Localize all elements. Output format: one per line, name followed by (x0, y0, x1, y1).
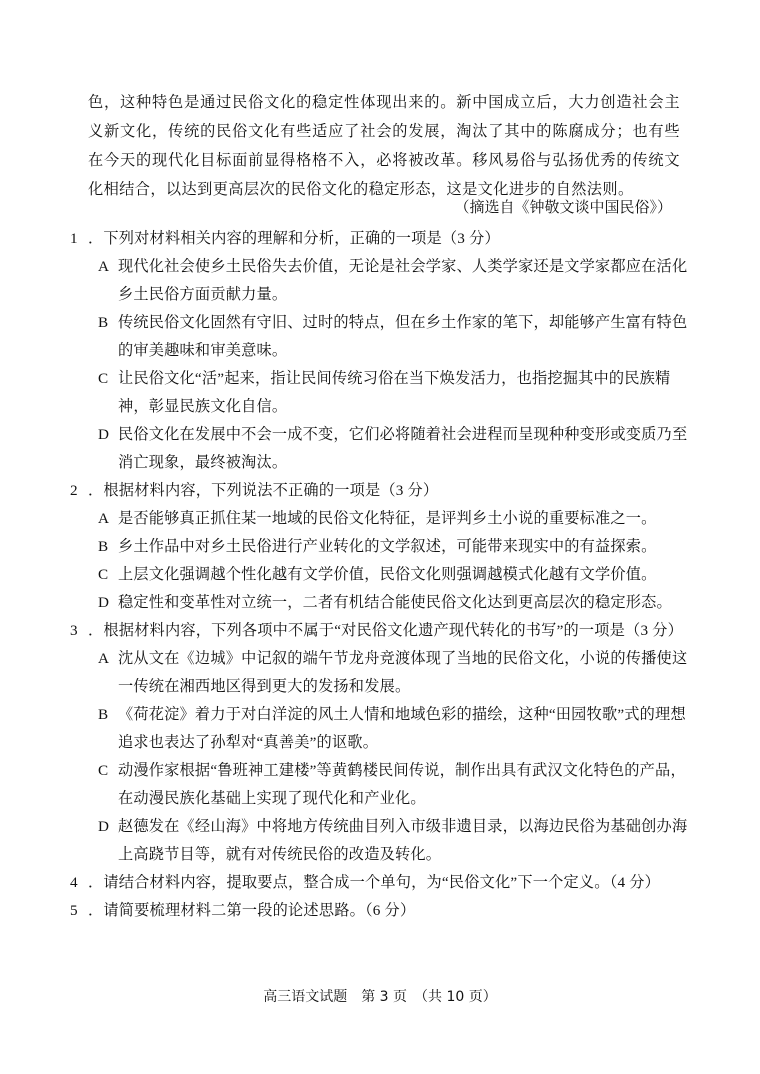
option-text: 沈从文在《边城》中记叙的端午节龙舟竞渡体现了当地的民俗文化，小说的传播使这一传统在湘西地区得到更大的发扬和发展。 (118, 650, 688, 695)
question-number: 1 (70, 230, 78, 247)
option-text: 《荷花淀》着力于对白洋淀的风土人情和地域色彩的描绘，这种“田园牧歌”式的理想追求也表达了孙犁对“真善美”的讴歌。 (118, 706, 686, 751)
option-text: 稳定性和变革性对立统一，二者有机结合能使民俗文化达到更高层次的稳定形态。 (118, 594, 672, 611)
question-2 (70, 477, 690, 617)
option-letter: D (98, 594, 109, 611)
option-text: 乡土作品中对乡土民俗进行产业转化的文学叙述，可能带来现实中的有益探索。 (118, 538, 657, 555)
question-number-dot: ． (88, 230, 104, 247)
question-stem (70, 617, 690, 645)
option-letter: C (98, 566, 109, 583)
option-text: 上层文化强调越个性化越有文学价值，民俗文化则强调越模式化越有文学价值。 (118, 566, 657, 583)
question-text: 根据材料内容，下列说法不正确的一项是（3 分） (103, 482, 439, 499)
option-text: 现代化社会使乡土民俗失去价值，无论是社会学家、人类学家还是文学家都应在活化乡土民俗方面贡献力量。 (118, 258, 688, 303)
option-text: 动漫作家根据“鲁班神工建楼”等黄鹤楼民间传说，制作出具有武汉文化特色的产品，在动漫民族化基础上实现了现代化和产业化。 (118, 762, 686, 807)
question-number: 4 (70, 874, 78, 891)
question-stem (70, 869, 690, 897)
option-letter: B (98, 314, 109, 331)
option-c (98, 561, 690, 589)
option-c (98, 757, 690, 813)
option-letter: B (98, 538, 109, 555)
option-text: 传统民俗文化固然有守旧、过时的特点，但在乡土作家的笔下，却能够产生富有特色的审美趣味和审美意味。 (118, 314, 688, 359)
option-a (98, 645, 690, 701)
question-text: 请结合材料内容，提取要点，整合成一个单句，为“民俗文化”下一个定义。（4 分） (103, 874, 661, 891)
reading-passage (88, 88, 680, 204)
option-letter: D (98, 426, 109, 443)
option-letter: B (98, 706, 109, 723)
option-letter: C (98, 370, 109, 387)
option-letter: A (98, 650, 109, 667)
question-number-dot: ． (88, 902, 104, 919)
question-number: 3 (70, 622, 78, 639)
option-d (98, 421, 690, 477)
option-b (98, 309, 690, 365)
question-number-dot: ． (88, 622, 104, 639)
option-letter: C (98, 762, 109, 779)
question-number-dot: ． (88, 482, 104, 499)
option-letter: A (98, 258, 109, 275)
question-text: 根据材料内容，下列各项中不属于“对民俗文化遗产现代转化的书写”的一项是（3 分） (103, 622, 684, 639)
question-number: 5 (70, 902, 78, 919)
option-text: 让民俗文化“活”起来，指让民间传统习俗在当下焕发活力，也指挖掘其中的民族精神，彰显民族文化自信。 (118, 370, 671, 415)
question-4 (70, 869, 690, 897)
question-number: 2 (70, 482, 78, 499)
option-b (98, 533, 690, 561)
option-letter: A (98, 510, 109, 527)
question-5 (70, 897, 690, 925)
question-text: 请简要梳理材料二第一段的论述思路。（6 分） (103, 902, 416, 919)
option-text: 民俗文化在发展中不会一成不变，它们必将随着社会进程而呈现种种变形或变质乃至消亡现象，最终被淘汰。 (118, 426, 688, 471)
option-c (98, 365, 690, 421)
option-letter: D (98, 818, 109, 835)
question-list (70, 225, 690, 925)
passage-paragraph: 色，这种特色是通过民俗文化的稳定性体现出来的。新中国成立后，大力创造社会主义新文化，传统的民俗文化有些适应了社会的发展，淘汰了其中的陈腐成分；也有些在今天的现代化目标面前显得格格不入，必将被改革。移风易俗与弘扬优秀的传统文化相结合，以达到更高层次的民俗文化的稳定形态，这是文化进步的自然法则。 (88, 93, 680, 198)
option-a (98, 253, 690, 309)
question-text: 下列对材料相关内容的理解和分析，正确的一项是（3 分） (103, 230, 500, 247)
option-d (98, 813, 690, 869)
option-text: 赵德发在《经山海》中将地方传统曲目列入市级非遗目录，以海边民俗为基础创办海上高跷节目等，就有对传统民俗的改造及转化。 (118, 818, 688, 863)
option-text: 是否能够真正抓住某一地域的民俗文化特征，是评判乡土小说的重要标准之一。 (118, 510, 657, 527)
question-1 (70, 225, 690, 477)
page-footer: 高三语文试题 第 3 页 （共 10 页） (263, 989, 497, 1005)
option-a (98, 505, 690, 533)
option-b (98, 701, 690, 757)
question-number-dot: ． (88, 874, 104, 891)
passage-source: （摘选自《钟敬文谈中国民俗》） (454, 198, 672, 216)
question-3 (70, 617, 690, 869)
question-stem (70, 225, 690, 253)
question-stem (70, 477, 690, 505)
question-stem (70, 897, 690, 925)
option-d (98, 589, 690, 617)
